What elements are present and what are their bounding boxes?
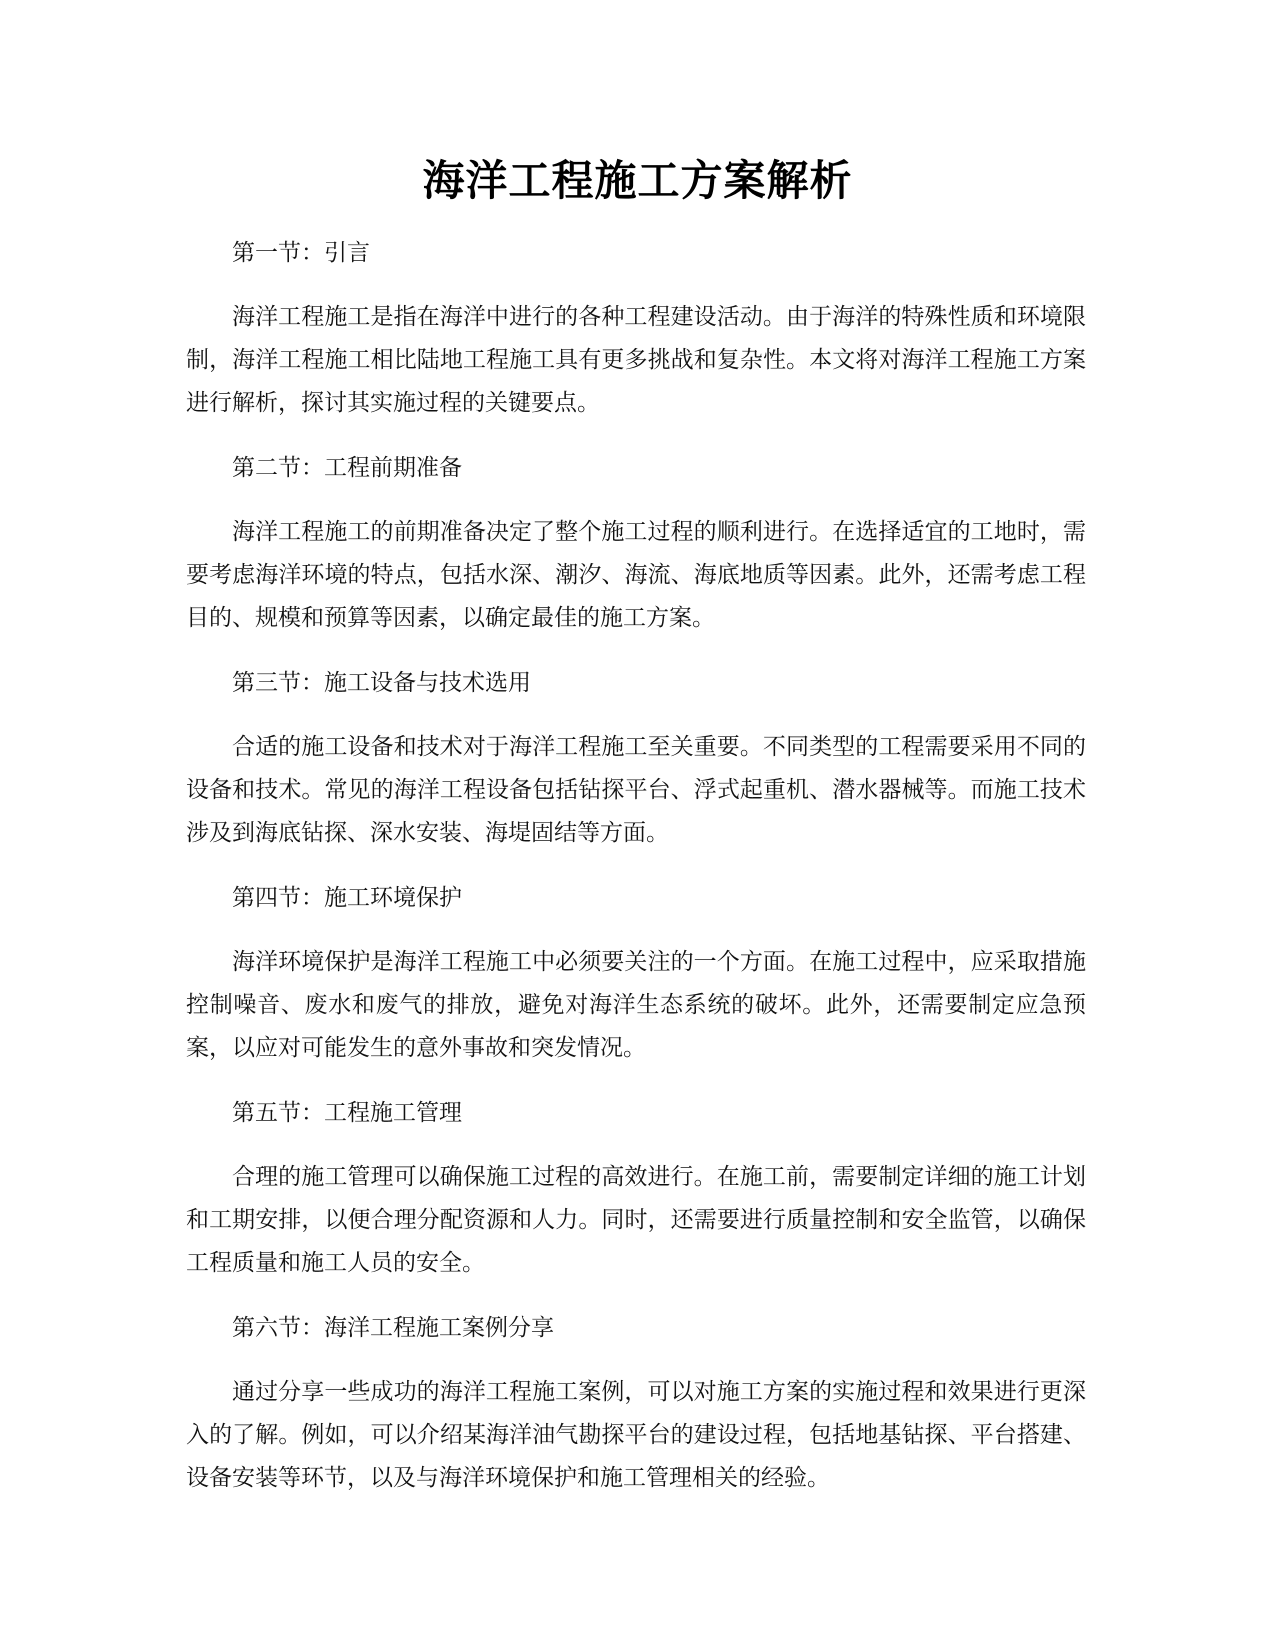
section-body-5: 合理的施工管理可以确保施工过程的高效进行。在施工前，需要制定详细的施工计划和工期安排，以便合理分配资源和人力。同时，还需要进行质量控制和安全监管，以确保工程质量和施工人员的安全。 [186,1164,1086,1276]
document-title: 海洋工程施工方案解析 [422,156,853,205]
section-body-6: 通过分享一些成功的海洋工程施工案例，可以对施工方案的实施过程和效果进行更深入的了解。例如，可以介绍某海洋油气勘探平台的建设过程，包括地基钻探、平台搭建、设备安装等环节，以及与海洋环境保护和施工管理相关的经验。 [186,1379,1086,1491]
section-heading-1: 第一节：引言 [232,240,370,266]
section-body-2: 海洋工程施工的前期准备决定了整个施工过程的顺利进行。在选择适宜的工地时，需要考虑海洋环境的特点，包括水深、潮汐、海流、海底地质等因素。此外，还需考虑工程目的、规模和预算等因素，以确定最佳的施工方案。 [186,519,1086,631]
section-heading-6: 第六节：海洋工程施工案例分享 [232,1315,554,1341]
section-body-3: 合适的施工设备和技术对于海洋工程施工至关重要。不同类型的工程需要采用不同的设备和技术。常见的海洋工程设备包括钻探平台、浮式起重机、潜水器械等。而施工技术涉及到海底钻探、深水安装、海堤固结等方面。 [186,734,1086,846]
section-heading-3: 第三节：施工设备与技术选用 [232,670,531,696]
section-heading-5: 第五节：工程施工管理 [232,1100,462,1126]
document-content [186,238,1086,1528]
section-heading-4: 第四节：施工环境保护 [232,885,462,911]
section-body-4: 海洋环境保护是海洋工程施工中必须要关注的一个方面。在施工过程中，应采取措施控制噪音、废水和废气的排放，避免对海洋生态系统的破坏。此外，还需要制定应急预案，以应对可能发生的意外事故和突发情况。 [186,949,1086,1061]
section-heading-2: 第二节：工程前期准备 [232,455,462,481]
section-body-1: 海洋工程施工是指在海洋中进行的各种工程建设活动。由于海洋的特殊性质和环境限制，海洋工程施工相比陆地工程施工具有更多挑战和复杂性。本文将对海洋工程施工方案进行解析，探讨其实施过程的关键要点。 [186,304,1086,416]
